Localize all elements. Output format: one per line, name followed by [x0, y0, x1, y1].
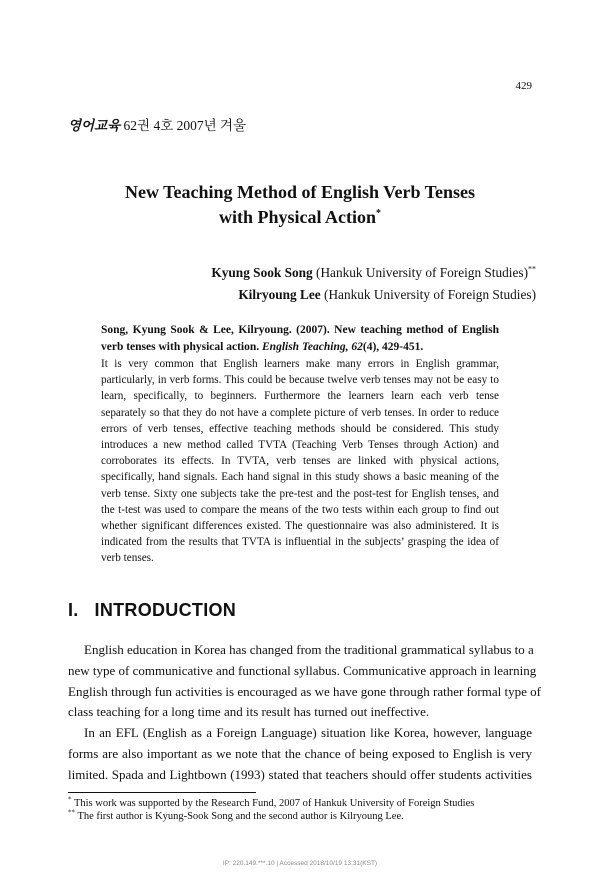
abstract-line: introduces a new method called TVTA (Teaching Verb Tenses through Action) and — [101, 439, 499, 452]
section-title: INTRODUCTION — [94, 600, 237, 620]
author-1-affiliation: (Hankuk University of Foreign Studies) — [316, 265, 528, 280]
introduction-body — [68, 640, 541, 786]
abstract-text — [101, 356, 499, 567]
footnote-1 — [68, 797, 474, 810]
citation-part-2: (4), 429-451. — [362, 341, 424, 353]
section-number: I. — [68, 600, 79, 620]
author-1-footnote-mark: ** — [528, 264, 536, 274]
abstract-line: verb tenses. — [101, 552, 154, 565]
abstract-line: specifically, hand signals. Each hand signal in this study shows a basic meaning of the — [101, 471, 499, 484]
abstract-line: learn, specifically, to beginners. Furthermore the learners learn each verb tense — [101, 390, 499, 403]
footnote-divider — [68, 792, 256, 793]
author-2-affiliation: (Hankuk University of Foreign Studies) — [324, 287, 536, 302]
section-heading — [68, 600, 236, 621]
abstract-line: verb tense. Sixty one subjects take the pre-test and the post-test for English tenses, and — [101, 487, 499, 500]
journal-header — [68, 114, 246, 134]
author-1-name: Kyung Sook Song — [211, 265, 313, 280]
author-1 — [211, 262, 536, 284]
abstract-line: whether significant differences existed. The questionnaire was also administered. It is — [101, 520, 499, 533]
citation-journal: English Teaching, 62 — [262, 341, 363, 353]
abstract-line: separately so that they do not have a complete picture of verb tenses. In order to reduce — [101, 406, 499, 419]
citation-part-1: Song, Kyung Sook & Lee, Kilryoung. (2007). New teaching method of English verb tenses with physical action. — [101, 324, 499, 353]
author-2-name: Kilryoung Lee — [238, 287, 321, 302]
paper-title — [0, 180, 600, 230]
body-line: limited. Spada and Lightbown (1993) stated that teachers should offer students activities — [68, 766, 532, 782]
abstract-line: particularly, in verb forms. This could be because twelve verb tenses may not be easy to — [101, 374, 499, 387]
footnotes — [68, 797, 474, 823]
title-line-2 — [0, 205, 600, 230]
citation — [101, 322, 499, 356]
title-line-1: New Teaching Method of English Verb Tenses — [124, 182, 476, 202]
abstract-line: the t-test was used to compare the means of the two tests within each group to find out — [101, 503, 499, 516]
abstract — [101, 322, 499, 567]
body-line: English education in Korea has changed from the traditional grammatical syllabus to a — [84, 642, 534, 657]
footnote-1-text: This work was supported by the Research Fund, 2007 of Hankuk University of Foreign Studies — [73, 798, 475, 809]
body-line: forms are also important as we note that the chance of being exposed to English is very — [68, 745, 532, 761]
body-line: In an EFL (English as a Foreign Language) situation like Korea, however, language — [84, 725, 532, 741]
body-line: English through fun activities is encouraged as we have gone through rather formal type of — [68, 683, 541, 699]
author-2 — [211, 284, 536, 306]
abstract-line: corroborates its effects. In TVTA, verb tenses are linked with physical actions, — [101, 455, 499, 468]
abstract-line: indicated from the results that TVTA is influential in the subjects’ grasping the idea of — [101, 536, 499, 549]
body-line: new type of communicative and functional syllabus. Communicative approach in learning — [68, 662, 537, 678]
author-list — [211, 262, 536, 306]
access-info: IP: 220.149.***.10 | Accessed 2018/10/19 13:31(KST) — [222, 860, 378, 867]
footnote-1-mark: * — [68, 795, 72, 804]
footnote-2-mark: ** — [68, 808, 75, 817]
body-line: class teaching for a long time and its result has turned out ineffective. — [68, 704, 430, 720]
title-footnote-mark: * — [376, 208, 381, 219]
footnote-2 — [68, 810, 474, 823]
page-number: 429 — [515, 80, 532, 92]
journal-issue: 62권 4호 2007년 겨울 — [123, 118, 247, 133]
abstract-line: errors of verb tenses, effective teaching methods should be considered. This study — [101, 422, 499, 435]
abstract-line: It is very common that English learners make many errors in English grammar, — [101, 358, 499, 370]
footnote-2-text: The first author is Kyung-Sook Song and the second author is Kilryoung Lee. — [77, 811, 404, 822]
journal-name: 영어교육 — [68, 118, 121, 133]
title-line-2-text: with Physical Action — [218, 207, 376, 227]
